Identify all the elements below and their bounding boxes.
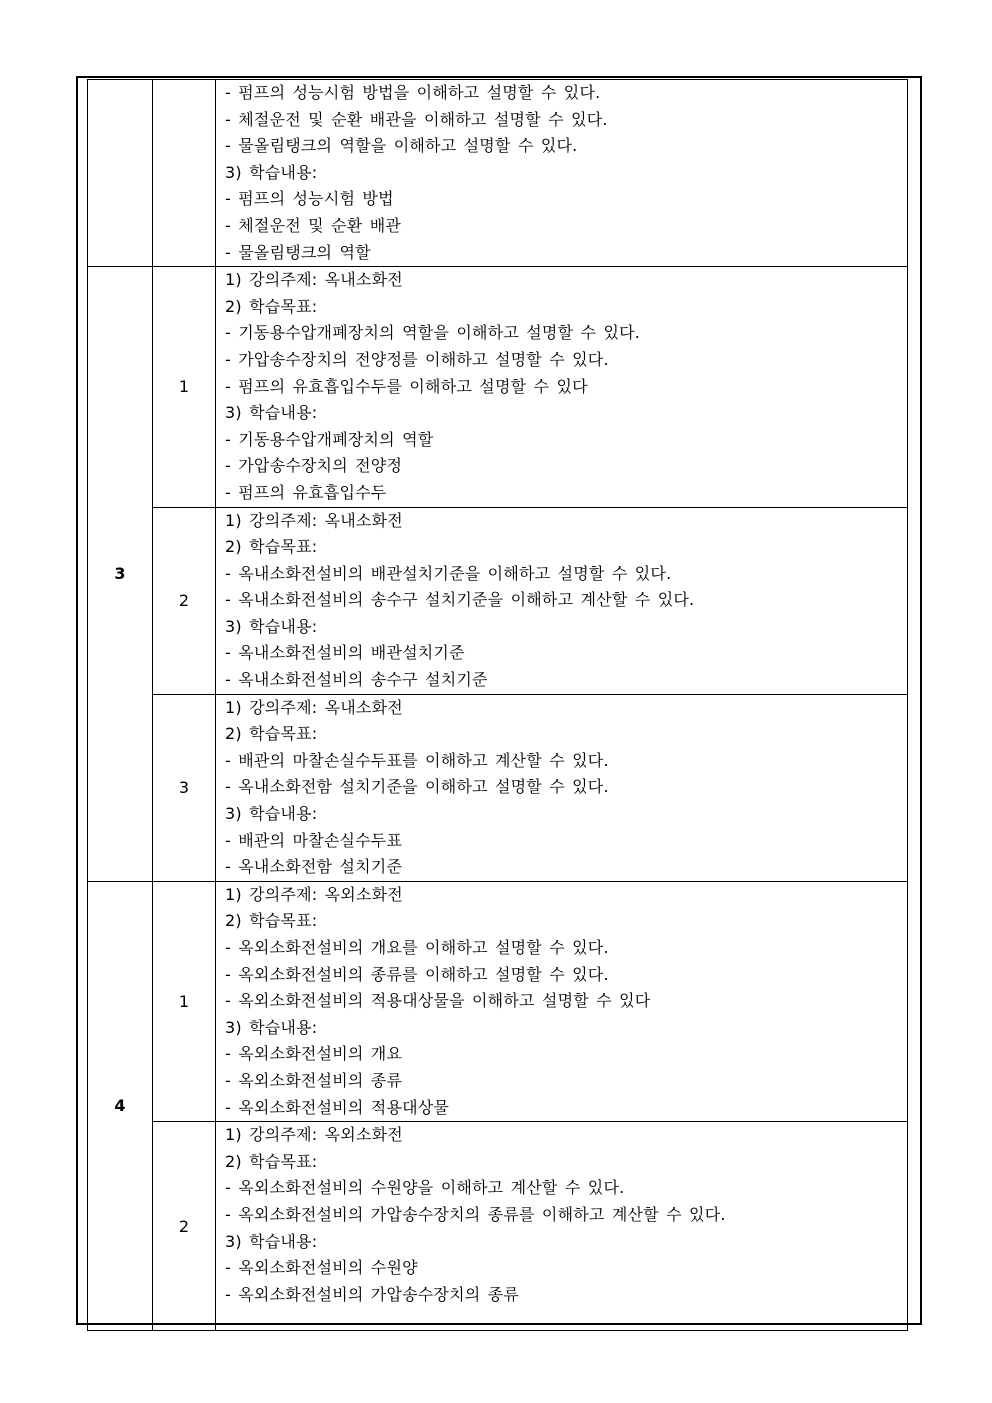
content-line: - 옥내소화전설비의 송수구 설치기준 xyxy=(225,670,488,690)
content-line: 1) 강의주제: 옥내소화전 xyxy=(225,510,403,530)
session-cell: 2 xyxy=(153,1122,216,1331)
content-line: - 배관의 마찰손실수두표를 이해하고 계산할 수 있다. xyxy=(225,750,609,770)
table-row xyxy=(88,694,908,881)
content-line: - 옥외소화전설비의 종류 xyxy=(225,1070,403,1090)
content-cell xyxy=(216,80,908,267)
session-cell: 1 xyxy=(153,881,216,1121)
content-line: - 옥외소화전설비의 수원양 xyxy=(225,1258,418,1278)
table-row xyxy=(88,1122,908,1331)
content-line: - 펌프의 성능시험 방법을 이해하고 설명할 수 있다. xyxy=(225,83,601,102)
content-line: - 기동용수압개폐장치의 역할 xyxy=(225,429,434,449)
content-line: - 체절운전 및 순환 배관을 이해하고 설명할 수 있다. xyxy=(225,109,608,129)
content-line: - 펌프의 성능시험 방법 xyxy=(225,189,394,209)
content-line: 1) 강의주제: 옥외소화전 xyxy=(225,884,403,904)
content-line: - 펌프의 유효흡입수두를 이해하고 설명할 수 있다 xyxy=(225,376,588,396)
content-line: - 옥내소화전함 설치기준을 이해하고 설명할 수 있다. xyxy=(225,777,609,797)
content-line: - 옥외소화전설비의 적용대상물 xyxy=(225,1097,450,1117)
content-line: 2) 학습목표: xyxy=(225,1151,318,1171)
content-cell xyxy=(216,1122,908,1331)
session-cell xyxy=(153,80,216,267)
content-cell xyxy=(216,267,908,507)
content-cell xyxy=(216,881,908,1121)
content-line: 2) 학습목표: xyxy=(225,296,318,316)
table-row xyxy=(88,80,908,267)
content-line: - 배관의 마찰손실수두표 xyxy=(225,830,403,850)
content-line: 1) 강의주제: 옥내소화전 xyxy=(225,270,403,290)
week-cell xyxy=(88,80,153,267)
content-line: 2) 학습목표: xyxy=(225,537,318,557)
content-line: - 물올림탱크의 역할 xyxy=(225,242,371,262)
content-line: 3) 학습내용: xyxy=(225,616,318,636)
syllabus-table xyxy=(87,79,908,1331)
content-line: - 기동용수압개폐장치의 역할을 이해하고 설명할 수 있다. xyxy=(225,323,641,343)
content-line: - 옥외소화전설비의 종류를 이해하고 설명할 수 있다. xyxy=(225,964,609,984)
content-cell xyxy=(216,694,908,881)
content-line: - 가압송수장치의 전양정 xyxy=(225,456,403,476)
content-line: - 펌프의 유효흡입수두 xyxy=(225,482,387,502)
session-cell: 1 xyxy=(153,267,216,507)
content-line: 1) 강의주제: 옥내소화전 xyxy=(225,697,403,717)
content-line: 3) 학습내용: xyxy=(225,162,318,182)
table-row xyxy=(88,881,908,1121)
content-line: 3) 학습내용: xyxy=(225,1017,318,1037)
session-cell: 3 xyxy=(153,694,216,881)
content-line: - 물올림탱크의 역할을 이해하고 설명할 수 있다. xyxy=(225,136,578,156)
content-line: - 옥외소화전설비의 개요 xyxy=(225,1044,403,1064)
content-line: 2) 학습목표: xyxy=(225,724,318,744)
content-cell xyxy=(216,507,908,694)
week-cell: 4 xyxy=(88,881,153,1330)
content-line: - 옥내소화전설비의 배관설치기준을 이해하고 설명할 수 있다. xyxy=(225,563,672,583)
content-line: 3) 학습내용: xyxy=(225,1231,318,1251)
session-cell: 2 xyxy=(153,507,216,694)
content-line: - 옥내소화전함 설치기준 xyxy=(225,857,403,877)
content-line: 3) 학습내용: xyxy=(225,804,318,824)
content-line: - 옥내소화전설비의 배관설치기준 xyxy=(225,643,465,663)
content-line: 2) 학습목표: xyxy=(225,911,318,931)
content-line: - 옥외소화전설비의 가압송수장치의 종류를 이해하고 계산할 수 있다. xyxy=(225,1204,726,1224)
content-line: - 옥외소화전설비의 개요를 이해하고 설명할 수 있다. xyxy=(225,938,609,957)
content-line: - 옥내소화전설비의 송수구 설치기준을 이해하고 계산할 수 있다. xyxy=(225,590,695,610)
week-cell: 3 xyxy=(88,267,153,882)
content-line: - 체절운전 및 순환 배관 xyxy=(225,215,402,235)
content-line: 1) 강의주제: 옥외소화전 xyxy=(225,1125,403,1145)
content-line: 3) 학습내용: xyxy=(225,403,318,423)
content-line: - 옥외소화전설비의 수원양을 이해하고 계산할 수 있다. xyxy=(225,1178,625,1198)
table-row xyxy=(88,507,908,694)
content-line: - 가압송수장치의 전양정를 이해하고 설명할 수 있다. xyxy=(225,349,609,369)
table-row xyxy=(88,267,908,507)
content-line: - 옥외소화전설비의 가압송수장치의 종류 xyxy=(225,1284,519,1304)
content-line: - 옥외소화전설비의 적용대상물을 이해하고 설명할 수 있다 xyxy=(225,991,651,1011)
